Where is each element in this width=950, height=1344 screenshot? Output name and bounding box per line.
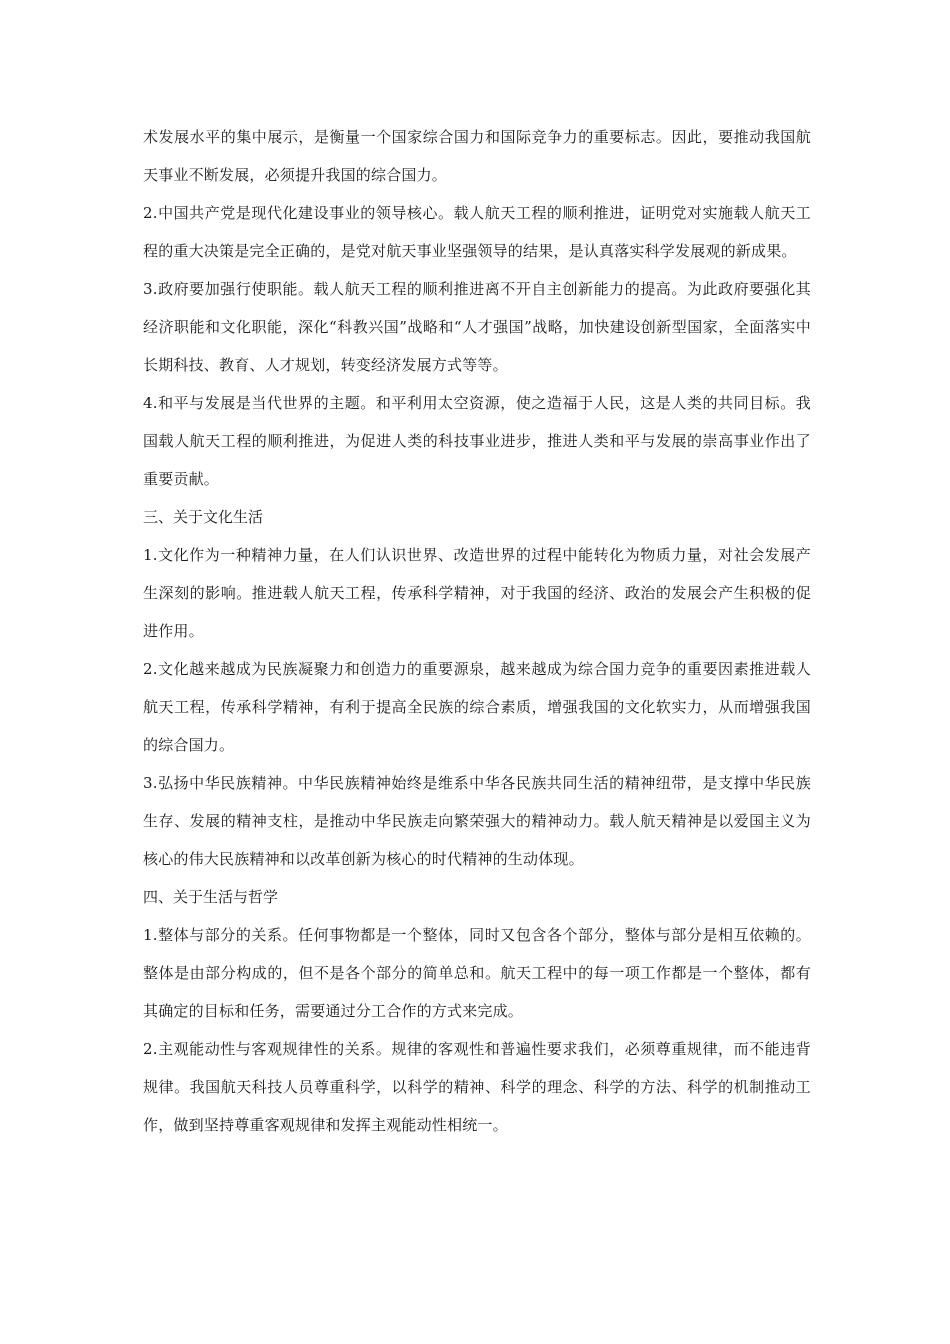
paragraph-culture-3: 3.弘扬中华民族精神。中华民族精神始终是维系中华各民族共同生活的精神纽带，是支撑中华民族生存、发展的精神支柱，是推动中华民族走向繁荣强大的精神动力。载人航天精神是以爱国主义为核心的伟大民族精神和以改革创新为核心的时代精神的生动体现。 — [143, 774, 811, 868]
paragraph-political-2: 2.中国共产党是现代化建设事业的领导核心。载人航天工程的顺利推进，证明党对实施载人航天工程的重大决策是完全正确的，是党对航天事业坚强领导的结果，是认真落实科学发展观的新成果。 — [143, 204, 811, 260]
paragraph-philosophy-1: 1.整体与部分的关系。任何事物都是一个整体，同时又包含各个部分，整体与部分是相互依赖的。整体是由部分构成的，但不是各个部分的简单总和。航天工程中的每一项工作都是一个整体，都有其确定的目标和任务，需要通过分工合作的方式来完成。 — [143, 926, 811, 1020]
paragraph-culture-1: 1.文化作为一种精神力量，在人们认识世界、改造世界的过程中能转化为物质力量，对社会发展产生深刻的影响。推进载人航天工程，传承科学精神，对于我国的经济、政治的发展会产生积极的促进作用。 — [143, 546, 811, 640]
document-body — [143, 118, 811, 1144]
section-heading-culture: 三、关于文化生活 — [143, 508, 264, 526]
paragraph-intro-continuation: 术发展水平的集中展示，是衡量一个国家综合国力和国际竞争力的重要标志。因此，要推动我国航天事业不断发展，必须提升我国的综合国力。 — [143, 128, 811, 184]
paragraph-political-3: 3.政府要加强行使职能。载人航天工程的顺利推进离不开自主创新能力的提高。为此政府要强化其经济职能和文化职能，深化“科教兴国”战略和“人才强国”战略，加快建设创新型国家，全面落实中长期科技、教育、人才规划，转变经济发展方式等等。 — [143, 280, 811, 374]
paragraph-philosophy-2: 2.主观能动性与客观规律性的关系。规律的客观性和普遍性要求我们，必须尊重规律，而不能违背规律。我国航天科技人员尊重科学，以科学的精神、科学的理念、科学的方法、科学的机制推动工作，做到坚持尊重客观规律和发挥主观能动性相统一。 — [143, 1040, 811, 1134]
paragraph-culture-2: 2.文化越来越成为民族凝聚力和创造力的重要源泉，越来越成为综合国力竞争的重要因素推进载人航天工程，传承科学精神，有利于提高全民族的综合素质，增强我国的文化软实力，从而增强我国的综合国力。 — [143, 660, 811, 754]
section-heading-philosophy: 四、关于生活与哲学 — [143, 888, 279, 906]
paragraph-political-4: 4.和平与发展是当代世界的主题。和平利用太空资源，使之造福于人民，这是人类的共同目标。我国载人航天工程的顺利推进，为促进人类的科技事业进步，推进人类和平与发展的崇高事业作出了重要贡献。 — [143, 394, 811, 488]
